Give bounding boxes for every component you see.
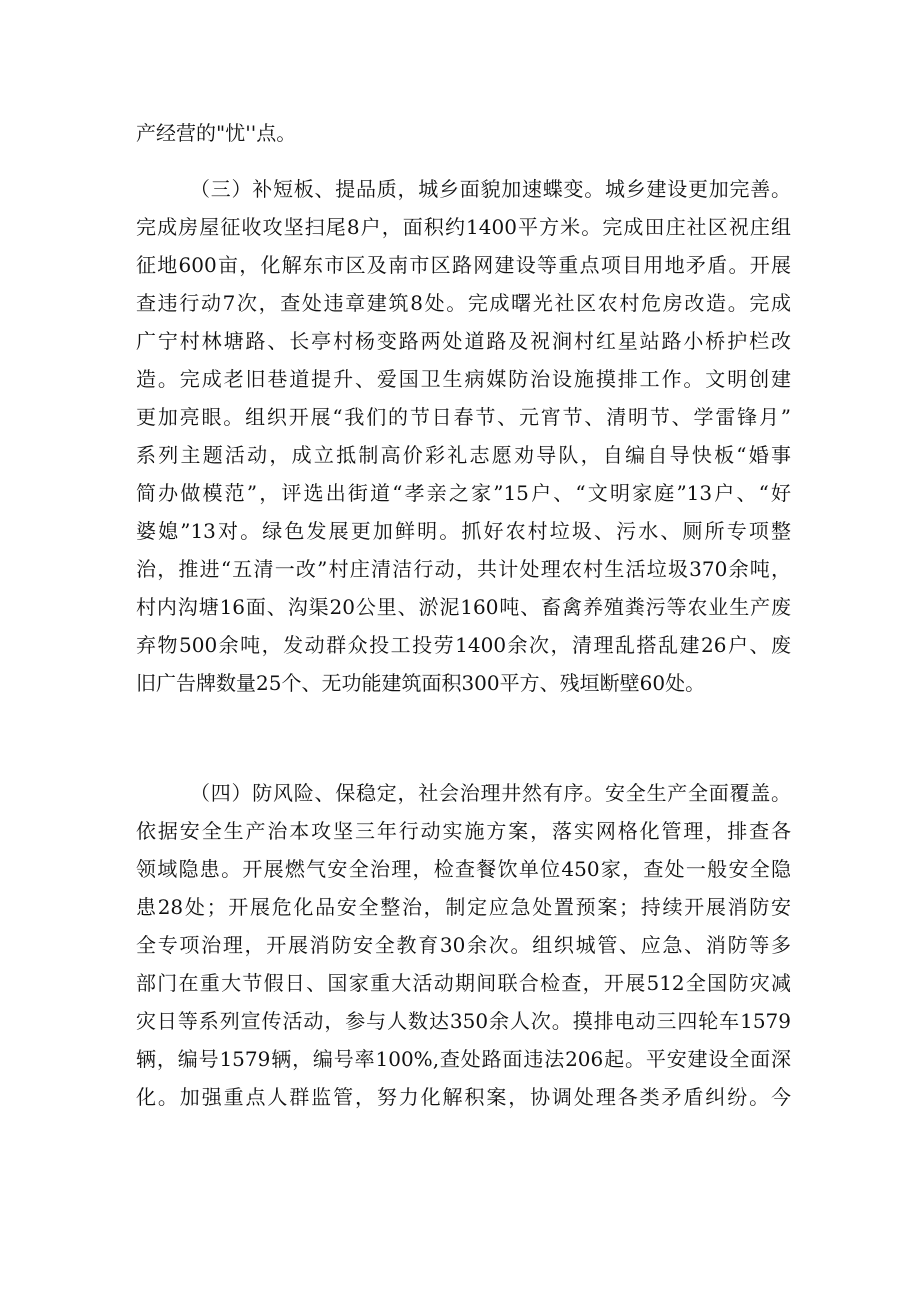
text-line: 简办做模范”，评选出街道“孝亲之家”15户、“文明家庭”13户、“好 [136, 481, 791, 505]
text-line: 婆媳”13对。绿色发展更加鲜明。抓好农村垃圾、污水、厕所专项整 [136, 519, 791, 543]
paragraph-continuation [136, 114, 791, 152]
text-line: 产经营的"忧''点。 [136, 121, 297, 145]
text-line: 化。加强重点人群监管，努力化解积案，协调处理各类矛盾纠纷。今 [136, 1085, 791, 1109]
text-line: 患28处；开展危化品安全整治，制定应急处置预案；持续开展消防安 [136, 895, 791, 919]
paragraph-risk-prevention [136, 774, 791, 1116]
text-line: （四）防风险、保稳定，社会治理井然有序。安全生产全面覆盖。 [190, 781, 791, 805]
text-line: 领域隐患。开展燃气安全治理，检查餐饮单位450家，查处一般安全隐 [136, 857, 791, 881]
text-line: 村内沟塘16面、沟渠20公里、淤泥160吨、畜禽养殖粪污等农业生产废 [136, 595, 791, 619]
text-line: （三）补短板、提品质，城乡面貌加速蝶变。城乡建设更加完善。 [190, 177, 791, 201]
text-line: 系列主题活动，成立抵制高价彩礼志愿劝导队，自编自导快板“婚事 [136, 443, 791, 467]
text-line: 部门在重大节假日、国家重大活动期间联合检查，开展512全国防灾减 [136, 971, 791, 995]
text-line: 完成房屋征收攻坚扫尾8户，面积约1400平方米。完成田庄社区祝庄组 [136, 215, 791, 239]
text-line: 辆，编号1579辆，编号率100%,查处路面违法206起。平安建设全面深 [136, 1047, 791, 1071]
text-line: 依据安全生产治本攻坚三年行动实施方案，落实网格化管理，排查各 [136, 819, 791, 843]
text-line: 弃物500余吨，发动群众投工投劳1400余次，清理乱搭乱建26户、废 [136, 633, 791, 657]
text-line: 查违行动7次，查处违章建筑8处。完成曙光社区农村危房改造。完成 [136, 291, 791, 315]
paragraph-urban-rural-construction [136, 170, 791, 702]
text-line: 全专项治理，开展消防安全教育30余次。组织城管、应急、消防等多 [136, 933, 791, 957]
text-line: 灾日等系列宣传活动，参与人数达350余人次。摸排电动三四轮车1579 [136, 1009, 791, 1033]
text-line: 旧广告牌数量25个、无功能建筑面积300平方、残垣断壁60处。 [136, 671, 706, 695]
text-line: 治，推进“五清一改”村庄清洁行动，共计处理农村生活垃圾370余吨， [136, 557, 791, 581]
text-line: 广宁村林塘路、长亭村杨变路两处道路及祝涧村红星站路小桥护栏改 [136, 329, 791, 353]
text-line: 征地600亩，化解东市区及南市区路网建设等重点项目用地矛盾。开展 [136, 253, 791, 277]
text-line: 更加亮眼。组织开展“我们的节日春节、元宵节、清明节、学雷锋月” [136, 405, 791, 429]
text-line: 造。完成老旧巷道提升、爱国卫生病媒防治设施摸排工作。文明创建 [136, 367, 791, 391]
